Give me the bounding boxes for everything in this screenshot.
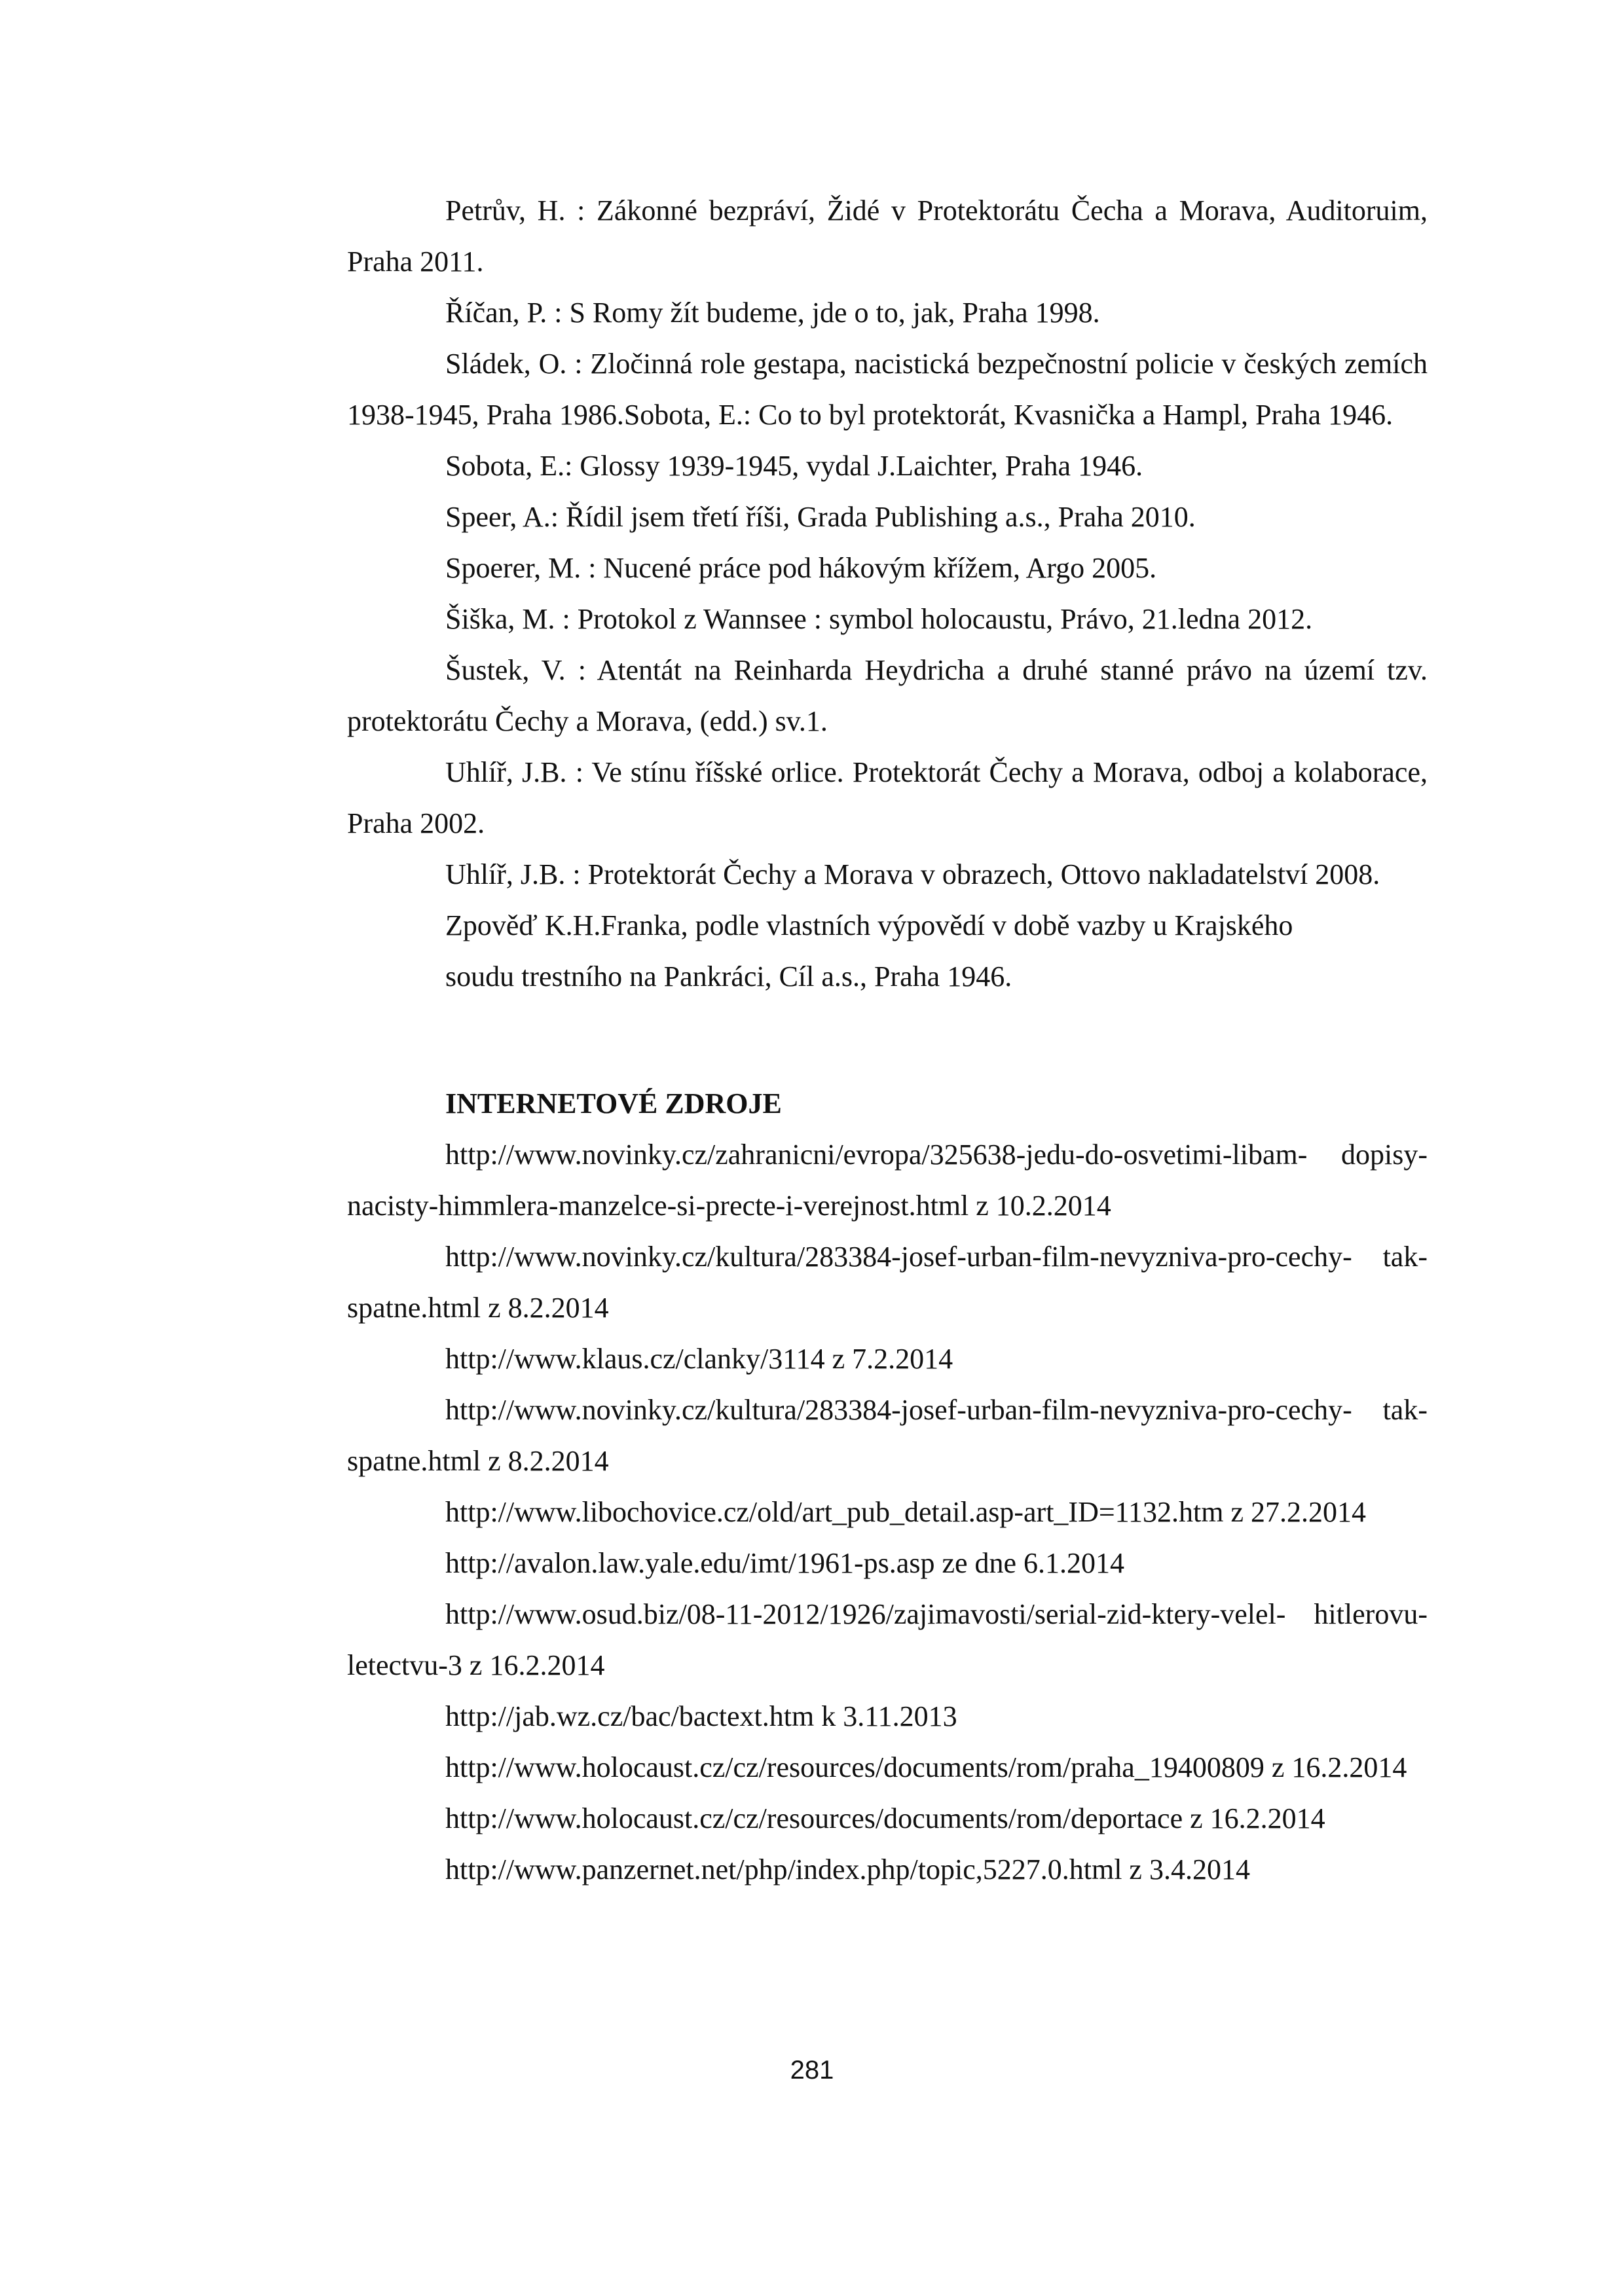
source-link[interactable]: http://www.libochovice.cz/old/art_pub_detail.asp-art_ID=1132.htm z 27.2.2014 (445, 1496, 1367, 1528)
bibliography-entry: Speer, A.: Řídil jsem třetí říši, Grada Publishing a.s., Praha 2010. (445, 501, 1196, 533)
bibliography-entry: Říčan, P. : S Romy žít budeme, jde o to, jak, Praha 1998. (445, 297, 1100, 329)
source-link[interactable]: http://www.novinky.cz/kultura/283384-josef-urban-film-nevyzniva-pro-cechy- tak-spatne.html z 8.2.2014 (347, 1241, 1428, 1324)
source-link[interactable]: http://www.novinky.cz/zahranicni/evropa/325638-jedu-do-osvetimi-libam- dopisy-nacisty-himmlera-manzelce-si-precte-i-verejnost.html z 10.2.2014 (347, 1139, 1428, 1222)
page-body (347, 185, 1428, 1895)
bibliography-entry: Spoerer, M. : Nucené práce pod hákovým křížem, Argo 2005. (445, 552, 1157, 584)
bibliography-entry: Šiška, M. : Protokol z Wannsee : symbol holocaustu, Právo, 21.ledna 2012. (445, 603, 1313, 635)
bibliography-entry-multiline (347, 900, 1428, 1002)
page-number: 281 (790, 2056, 834, 2085)
bibliography-entry-line: soudu trestního na Pankráci, Cíl a.s., Praha 1946. (445, 960, 1012, 993)
source-link[interactable]: http://www.osud.biz/08-11-2012/1926/zajimavosti/serial-zid-ktery-velel- hitlerovu-letectvu-3 z 16.2.2014 (347, 1598, 1428, 1681)
internet-sources-heading: INTERNETOVÉ ZDROJE (445, 1087, 782, 1120)
bibliography-entry-line: Zpověď K.H.Franka, podle vlastních výpovědí v době vazby u Krajského (445, 909, 1293, 941)
bibliography-entry: Sládek, O. : Zločinná role gestapa, nacistická bezpečnostní policie v českých zemích 1938-1945, Praha 1986.Sobota, E.: Co to byl protektorát, Kvasnička a Hampl, Praha 1946. (347, 348, 1428, 431)
source-link[interactable]: http://www.panzernet.net/php/index.php/topic,5227.0.html z 3.4.2014 (445, 1853, 1250, 1886)
bibliography-entry: Sobota, E.: Glossy 1939-1945, vydal J.Laichter, Praha 1946. (445, 450, 1143, 482)
bibliography-entry: Uhlíř, J.B. : Ve stínu říšské orlice. Protektorát Čechy a Morava, odboj a kolaborace, Praha 2002. (347, 756, 1428, 839)
source-link[interactable]: http://www.klaus.cz/clanky/3114 z 7.2.2014 (445, 1343, 953, 1375)
bibliography-entry: Šustek, V. : Atentát na Reinharda Heydricha a druhé stanné právo na území tzv. protektorátu Čechy a Morava, (edd.) sv.1. (347, 654, 1428, 737)
source-link[interactable]: http://jab.wz.cz/bac/bactext.htm k 3.11.2013 (445, 1700, 957, 1732)
bibliography-entry: Petrův, H. : Zákonné bezpráví, Židé v Protektorátu Čecha a Morava, Auditoruim, Praha 2011. (347, 194, 1428, 278)
source-link[interactable]: http://www.novinky.cz/kultura/283384-josef-urban-film-nevyzniva-pro-cechy- tak-spatne.html z 8.2.2014 (347, 1394, 1428, 1477)
source-link[interactable]: http://avalon.law.yale.edu/imt/1961-ps.asp ze dne 6.1.2014 (445, 1547, 1125, 1579)
source-link[interactable]: http://www.holocaust.cz/cz/resources/documents/rom/deportace z 16.2.2014 (445, 1802, 1325, 1834)
bibliography-entry: Uhlíř, J.B. : Protektorát Čechy a Morava v obrazech, Ottovo nakladatelství 2008. (445, 858, 1380, 890)
source-link[interactable]: http://www.holocaust.cz/cz/resources/documents/rom/praha_19400809 z 16.2.2014 (445, 1751, 1407, 1783)
